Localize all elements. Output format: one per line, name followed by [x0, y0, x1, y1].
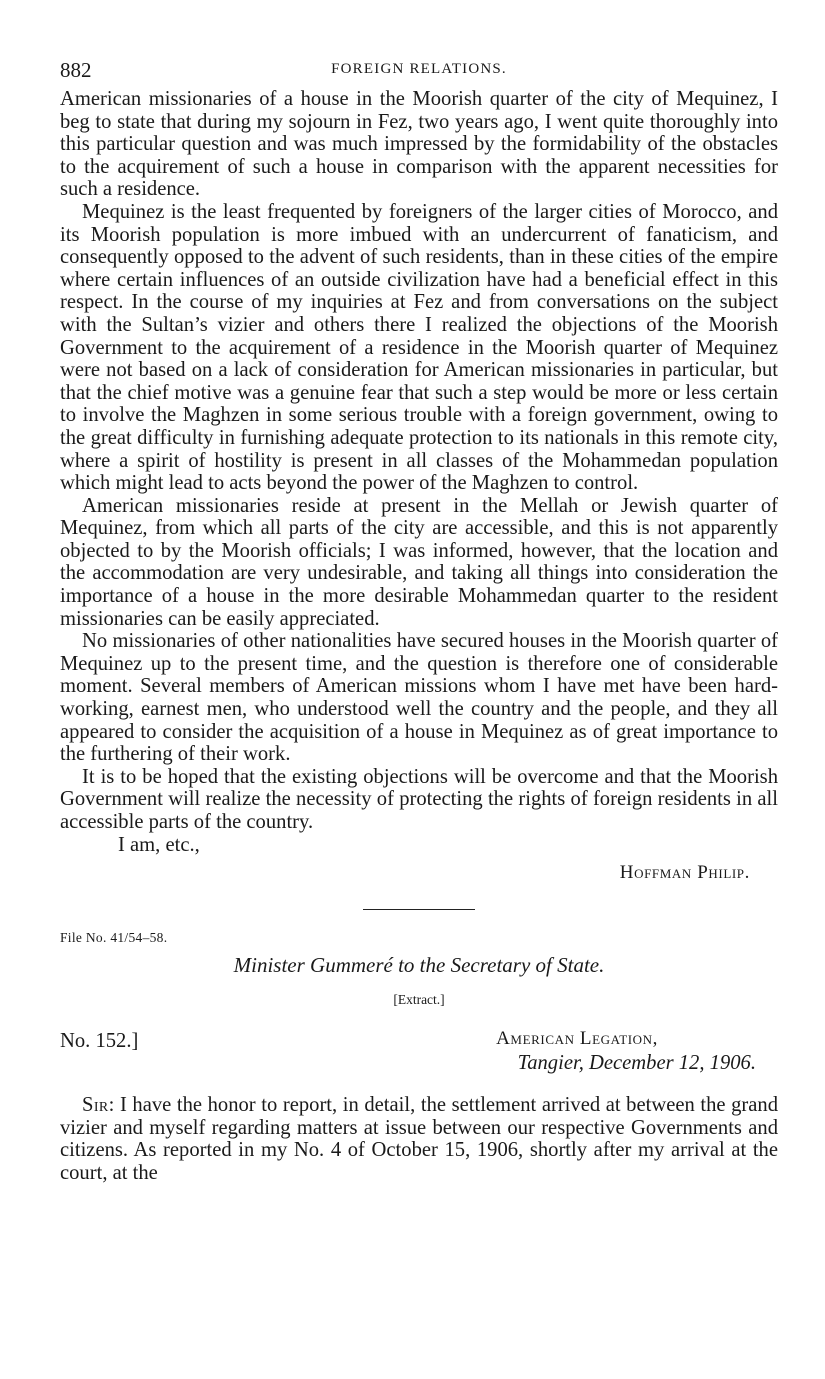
- letter-paragraph-2: Mequinez is the least frequented by foreigners of the larger cities of Morocco, and its Moorish population is more imbued with an undercurrent of fanaticism, and consequently opposed to the advent of such residents, than in these cities of the empire where certain influences of an outside civilization have had a beneficial effect in this respect. In the course of my inquiries at Fez and from conversations on the subject with the Sultan’s vizier and others there I realized the objections of the Moorish Government to the acquirement of a residence in the Moorish quarter of Mequinez were not based on a lack of consideration for American missionaries in particular, but that the chief motive was a genuine fear that such a step would be more or less certain to involve the Maghzen in some serious trouble with a foreign government, owing to the great difficulty in furnishing adequate protection to its nationals in this remote city, where a spirit of hostility is present in all classes of the Mohammedan population which might lead to acts beyond the power of the Maghzen to control.: [60, 200, 778, 495]
- letter-body: [60, 88, 778, 834]
- section-divider: [363, 909, 475, 910]
- dispatch-number: No. 152.]: [60, 1030, 139, 1053]
- dispatch-paragraph-text: : I have the honor to report, in detail, the settlement arrived at between the grand vizier and myself regarding matters at issue between our respective Governments and citizens. As reported in my No. 4 of October 15, 1906, shortly after my arrival at the court, at the: [60, 1094, 778, 1184]
- extract-note: [Extract.]: [393, 992, 445, 1008]
- letter-paragraph-3: American missionaries reside at present in the Mellah or Jewish quarter of Mequinez, from which all parts of the city are accessible, and this is not apparently objected to by the Moorish officials; I was informed, however, that the location and the accommodation are very undesirable, and taking all things into consideration the importance of a house in the more desirable Mohammedan quarter to the resident missionaries can be easily appreciated.: [60, 494, 778, 630]
- running-title: FOREIGN RELATIONS.: [331, 61, 507, 77]
- signature: Hoffman Philip.: [619, 862, 750, 884]
- page-number: 882: [60, 58, 92, 82]
- letter-paragraph-4: No missionaries of other nationalities have secured houses in the Moorish quarter of Mequinez up to the present time, and the question is therefore one of considerable moment. Several members of American missions whom I have met have been hard-working, earnest men, who understood well the country and the people, and they all appeared to consider the acquisition of a house in Mequinez as of great importance to the furthering of their work.: [60, 630, 778, 766]
- running-head: [60, 58, 778, 88]
- letter-paragraph-5: It is to be hoped that the existing objections will be overcome and that the Moorish Government will realize the necessity of protecting the rights of foreign residents in all accessible parts of the country.: [60, 765, 778, 833]
- legation-name: American Legation,: [496, 1028, 658, 1050]
- dispatch-paragraph-1: [60, 1094, 778, 1184]
- dispatch-body: [60, 1094, 778, 1184]
- place-date: Tangier, December 12, 1906.: [517, 1052, 756, 1075]
- salutation: Sir: [82, 1094, 109, 1117]
- file-number: File No. 41/54–58.: [60, 930, 168, 946]
- closing-line: I am, etc.,: [118, 833, 200, 856]
- letter-paragraph-1: American missionaries of a house in the Moorish quarter of the city of Mequinez, I beg to state that during my sojourn in Fez, two years ago, I went quite thoroughly into this particular question and was much impressed by the formidability of the obstacles to the acquirement of such a house in comparison with the apparent necessities for such a residence.: [60, 88, 778, 201]
- dispatch-dateline: [60, 1028, 778, 1084]
- document-heading: Minister Gummeré to the Secretary of State.: [233, 953, 605, 978]
